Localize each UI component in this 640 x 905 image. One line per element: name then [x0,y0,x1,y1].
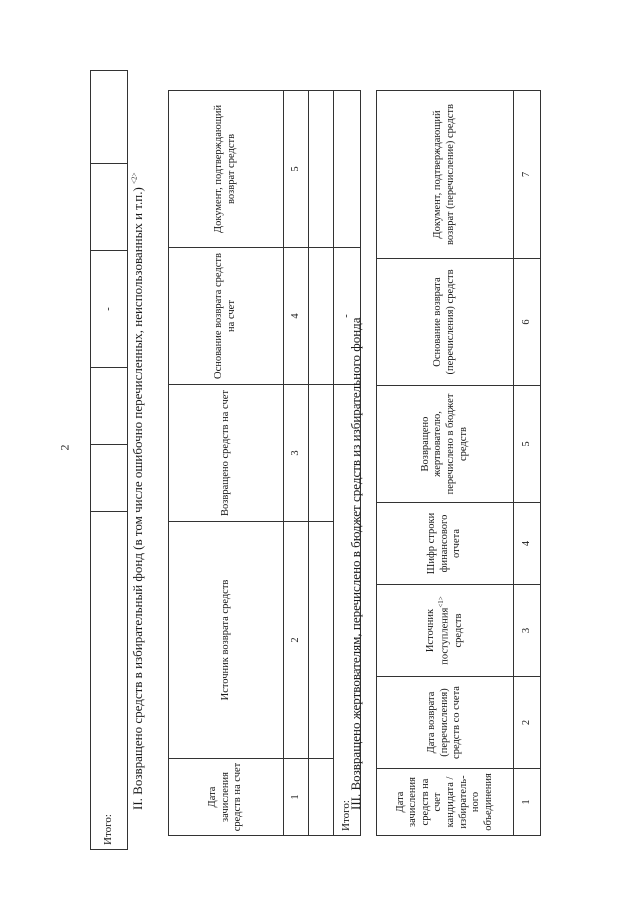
itogo-label: Итого: [91,512,128,850]
page-number: 2 [57,444,72,451]
col-header: Дата зачисления средств на счет [169,759,284,836]
col-header: Источник поступления$^{<1>}$ средств [377,585,514,677]
col-number: 4 [284,248,309,385]
returned-to-donors-table [376,90,541,836]
itogo-row [91,71,128,850]
col-header: Дата возврата (перечисления) средств со счета [377,677,514,769]
column-number-row [284,91,309,836]
col-number: 3 [284,385,309,522]
previous-table-totals [90,70,128,850]
col-header: Документ, подтверждающий возврат средств [169,91,284,248]
empty-row [309,91,334,836]
itogo-value: - [334,248,361,385]
col-header: Шифр строки финансового отчета [377,503,514,585]
section-3-title: III. Возвращено жертвователям, перечислено в бюджет средств из избирательного фонда [348,317,363,810]
col-header: Источник возврата средств [169,522,284,759]
column-number-row [514,91,541,836]
col-number: 2 [514,677,541,769]
empty-cell [334,91,361,248]
col-number: 4 [514,503,541,585]
itogo-value: - [91,251,128,368]
section-2-title: II. Возвращено средств в избирательный фонд (в том числе ошибочно перечисленных, неиспользованных и т.п.) $^{<2>}$ [130,172,145,810]
col-header: Документ, подтверждающий возврат (перечисление) средств [377,91,514,259]
col-number: 5 [284,91,309,248]
empty-cell [91,368,128,445]
col-header: Возвращено жертвователю, перечислено в бюджет средств [377,386,514,503]
col-header: Основание возврата (перечисления) средств [377,259,514,386]
header-row [169,91,284,836]
header-row [377,91,514,836]
col-number: 1 [284,759,309,836]
col-number: 2 [284,522,309,759]
col-header: Дата зачисления средств на счет кандидата / избиратель-ного объединения [377,769,514,836]
col-number: 7 [514,91,541,259]
empty-cell [91,71,128,164]
returned-to-fund-table [168,90,361,836]
footnote-mark: <2> [130,172,139,184]
empty-cell [91,164,128,251]
col-number: 1 [514,769,541,836]
col-number: 3 [514,585,541,677]
col-header: Возвращено средств на счет [169,385,284,522]
col-number: 6 [514,259,541,386]
footnote-mark: <1> [437,596,446,608]
rotated-sheet [90,70,560,850]
col-number: 5 [514,386,541,503]
itogo-label: Итого: [334,385,361,836]
col-header: Основание возврата средств на счет [169,248,284,385]
empty-cell [91,445,128,512]
